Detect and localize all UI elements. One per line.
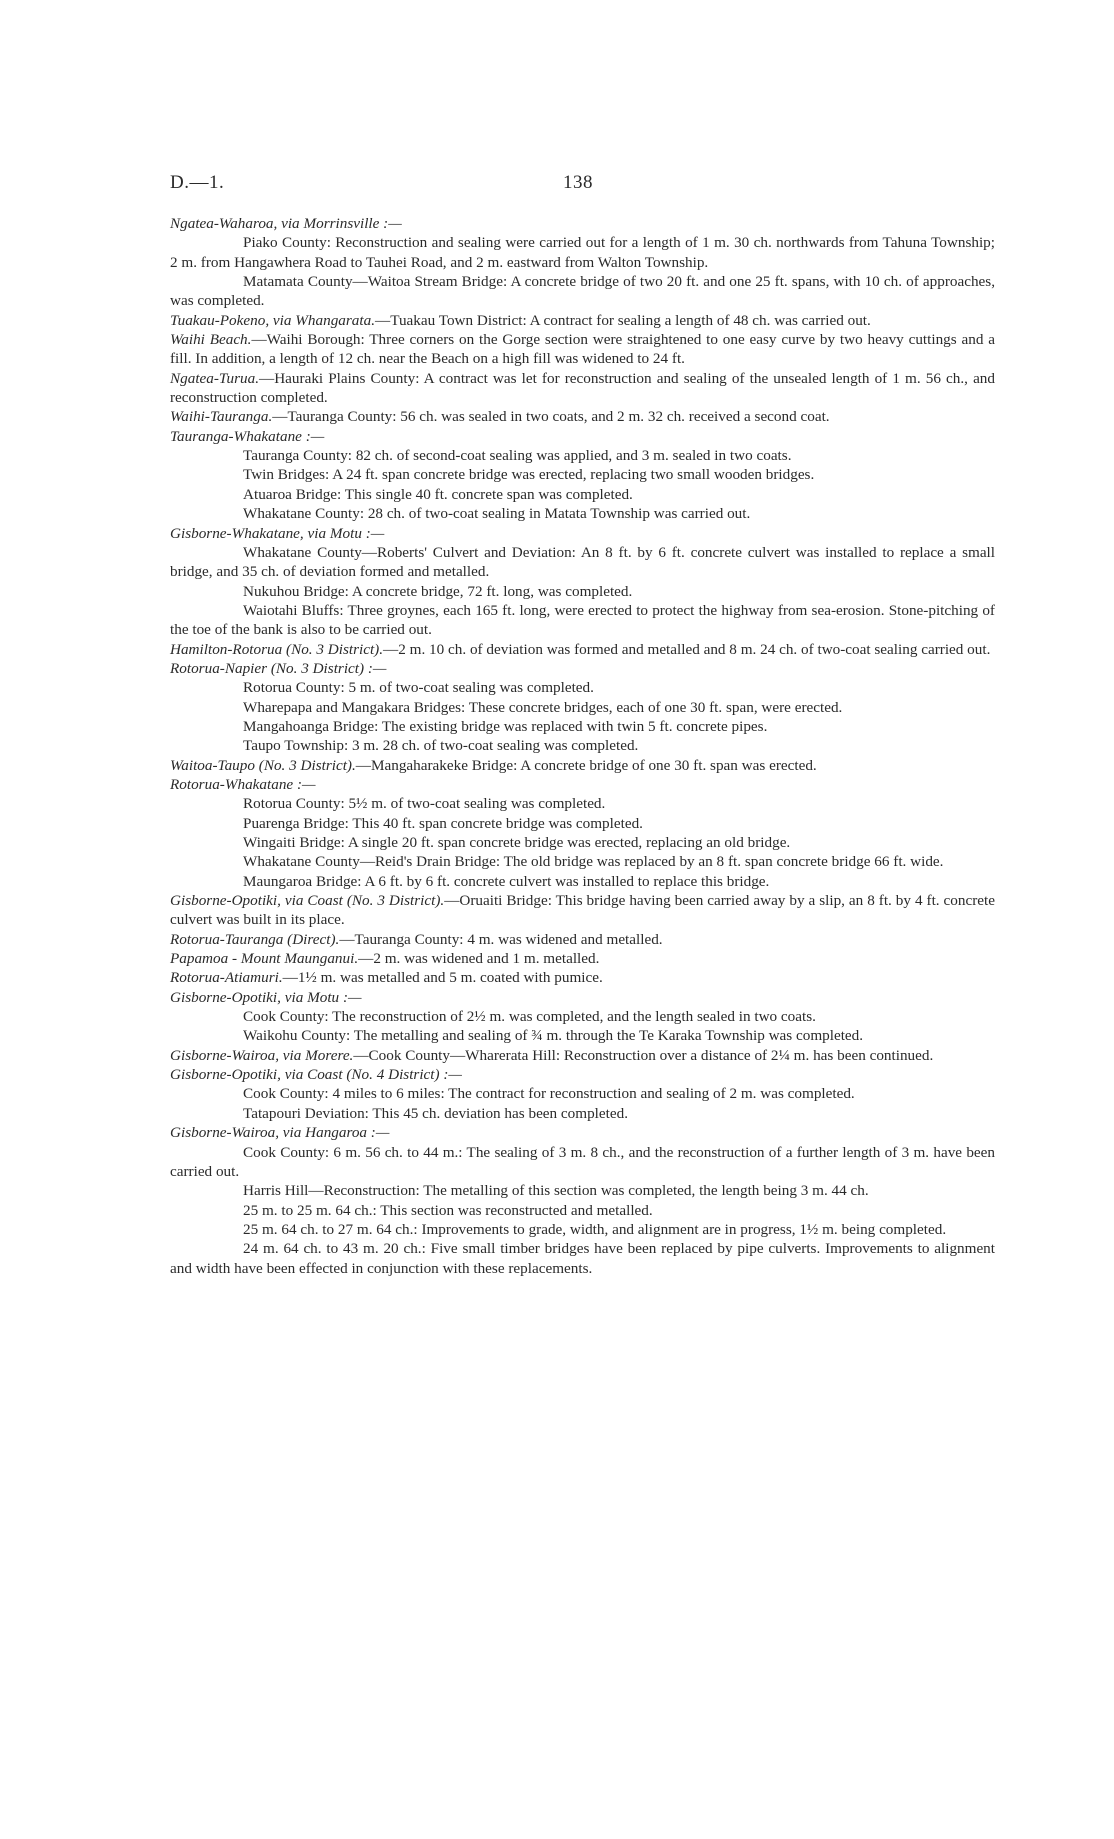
route-entry — [170, 930, 995, 949]
section-heading: Gisborne-Opotiki, via Motu :— — [170, 988, 362, 1006]
route-text: —2 m. was widened and 1 m. metalled. — [358, 950, 600, 968]
route-entry — [170, 756, 995, 775]
route-entry — [170, 1046, 995, 1065]
paragraph: Matamata County—Waitoa Stream Bridge: A concrete bridge of two 20 ft. and one 25 ft. spans, with 10 ch. of approaches, was completed. — [170, 273, 995, 310]
page-number: 138 — [563, 172, 593, 193]
route-entry — [170, 891, 995, 930]
paragraph: Tauranga County: 82 ch. of second-coat sealing was applied, and 3 m. sealed in two coats. — [243, 447, 792, 465]
route-title: Rotorua-Atiamuri. — [170, 969, 283, 987]
paragraph: Wingaiti Bridge: A single 20 ft. span concrete bridge was erected, replacing an old bridge. — [243, 834, 791, 851]
paragraph: Whakatane County: 28 ch. of two-coat sealing in Matata Township was carried out. — [243, 505, 751, 523]
route-text: —Mangaharakeke Bridge: A concrete bridge of one 30 ft. span was erected. — [355, 756, 817, 774]
paragraph: Wharepapa and Mangakara Bridges: These concrete bridges, each of one 30 ft. span, were erected. — [243, 698, 843, 716]
paragraph: Waiotahi Bluffs: Three groynes, each 165 ft. long, were erected to protect the highway from sea-erosion. Stone-pitching of the toe of the bank is also to be carried out. — [170, 601, 995, 639]
report-body — [170, 214, 995, 1278]
route-entry — [170, 968, 995, 987]
paragraph: Puarenga Bridge: This 40 ft. span concrete bridge was completed. — [243, 814, 643, 832]
paragraph: Nukuhou Bridge: A concrete bridge, 72 ft. long, was completed. — [243, 582, 633, 600]
paragraph: Taupo Township: 3 m. 28 ch. of two-coat sealing was completed. — [243, 737, 639, 755]
section-heading: Gisborne-Wairoa, via Hangaroa :— — [170, 1124, 390, 1142]
route-entry — [170, 369, 995, 408]
paragraph: Twin Bridges: A 24 ft. span concrete bridge was erected, replacing two small wooden bridges. — [243, 466, 815, 484]
paragraph: Maungaroa Bridge: A 6 ft. by 6 ft. concrete culvert was installed to replace this bridge. — [243, 872, 770, 890]
paragraph: 25 m. to 25 m. 64 ch.: This section was reconstructed and metalled. — [243, 1201, 653, 1219]
route-text: —1½ m. was metalled and 5 m. coated with pumice. — [282, 969, 603, 987]
route-text: —2 m. 10 ch. of deviation was formed and metalled and 8 m. 24 ch. of two-coat sealing carried out. — [383, 640, 991, 658]
route-text: —Hauraki Plains County: A contract was let for reconstruction and sealing of the unsealed length of 1 m. 56 ch., and reconstruction completed. — [170, 369, 995, 407]
paragraph: 25 m. 64 ch. to 27 m. 64 ch.: Improvements to grade, width, and alignment are in progress, 1½ m. being completed. — [243, 1220, 947, 1238]
route-title: Tuakau-Pokeno, via Whangarata. — [170, 311, 376, 329]
document-reference: D.—1. — [170, 172, 225, 193]
route-text: —Oruaiti Bridge: This bridge having been carried away by a slip, an 8 ft. by 4 ft. concrete culvert was built in its place. — [170, 892, 995, 929]
paragraph: Tatapouri Deviation: This 45 ch. deviation has been completed. — [243, 1104, 628, 1122]
route-entry — [170, 949, 995, 968]
route-entry — [170, 407, 995, 426]
section-heading: Rotorua-Napier (No. 3 District) :— — [170, 659, 387, 677]
route-text: —Waihi Borough: Three corners on the Gorge section were straightened to one easy curve by two heavy cuttings and a fill. In addition, a length of 12 ch. near the Beach on a high fill was widened to 24 ft. — [170, 331, 995, 368]
section-heading: Gisborne-Whakatane, via Motu :— — [170, 524, 385, 542]
paragraph: 24 m. 64 ch. to 43 m. 20 ch.: Five small timber bridges have been replaced by pipe culverts. Improvements to alignment and width have been effected in conjunction with these replacements. — [170, 1240, 995, 1277]
paragraph: Cook County: The reconstruction of 2½ m. was completed, and the length sealed in two coats. — [243, 1008, 816, 1026]
section-heading: Gisborne-Opotiki, via Coast (No. 4 District) :— — [170, 1066, 462, 1084]
paragraph: Waikohu County: The metalling and sealing of ¾ m. through the Te Karaka Township was completed. — [243, 1027, 864, 1045]
route-text: —Cook County—Wharerata Hill: Reconstruction over a distance of 2¼ m. has been continued. — [353, 1046, 934, 1064]
paragraph: Rotorua County: 5½ m. of two-coat sealing was completed. — [243, 795, 606, 813]
section-heading: Tauranga-Whakatane :— — [170, 427, 325, 445]
paragraph: Harris Hill—Reconstruction: The metalling of this section was completed, the length being 3 m. 44 ch. — [243, 1182, 869, 1200]
paragraph: Whakatane County—Reid's Drain Bridge: The old bridge was replaced by an 8 ft. span concrete bridge 66 ft. wide. — [243, 853, 944, 871]
route-entry — [170, 640, 995, 659]
paragraph: Cook County: 6 m. 56 ch. to 44 m.: The sealing of 3 m. 8 ch., and the reconstruction of a further length of 3 m. have been carried out. — [170, 1143, 995, 1180]
paragraph: Rotorua County: 5 m. of two-coat sealing was completed. — [243, 679, 594, 697]
route-title: Gisborne-Opotiki, via Coast (No. 3 District). — [170, 892, 445, 910]
paragraph: Mangahoanga Bridge: The existing bridge was replaced with twin 5 ft. concrete pipes. — [243, 717, 768, 735]
paragraph: Whakatane County—Roberts' Culvert and Deviation: An 8 ft. by 6 ft. concrete culvert was installed to replace a small bridge, and 35 ch. of deviation formed and metalled. — [170, 543, 995, 581]
section-heading: Rotorua-Whakatane :— — [170, 775, 316, 793]
route-title: Ngatea-Turua. — [170, 369, 260, 387]
route-title: Waihi Beach. — [170, 331, 252, 349]
route-entry — [170, 330, 995, 369]
route-title: Papamoa - Mount Maunganui. — [170, 950, 359, 968]
paragraph: Piako County: Reconstruction and sealing were carried out for a length of 1 m. 30 ch. northwards from Tahuna Township; 2 m. from Hangawhera Road to Tauhei Road, and 2 m. eastward from Walton Township. — [170, 234, 995, 271]
route-entry — [170, 311, 995, 330]
section-heading: Ngatea-Waharoa, via Morrinsville :— — [170, 215, 402, 232]
route-title: Waitoa-Taupo (No. 3 District). — [170, 756, 356, 774]
paragraph: Cook County: 4 miles to 6 miles: The contract for reconstruction and sealing of 2 m. was completed. — [243, 1085, 855, 1103]
route-text: —Tauranga County: 56 ch. was sealed in two coats, and 2 m. 32 ch. received a second coat. — [272, 408, 830, 426]
route-title: Hamilton-Rotorua (No. 3 District). — [170, 640, 384, 658]
route-title: Waihi-Tauranga. — [170, 408, 273, 426]
route-title: Rotorua-Tauranga (Direct). — [170, 930, 340, 948]
route-title: Gisborne-Wairoa, via Morere. — [170, 1046, 354, 1064]
paragraph: Atuaroa Bridge: This single 40 ft. concrete span was completed. — [243, 485, 633, 503]
route-text: —Tuakau Town District: A contract for sealing a length of 48 ch. was carried out. — [375, 311, 871, 329]
route-text: —Tauranga County: 4 m. was widened and metalled. — [339, 930, 663, 948]
